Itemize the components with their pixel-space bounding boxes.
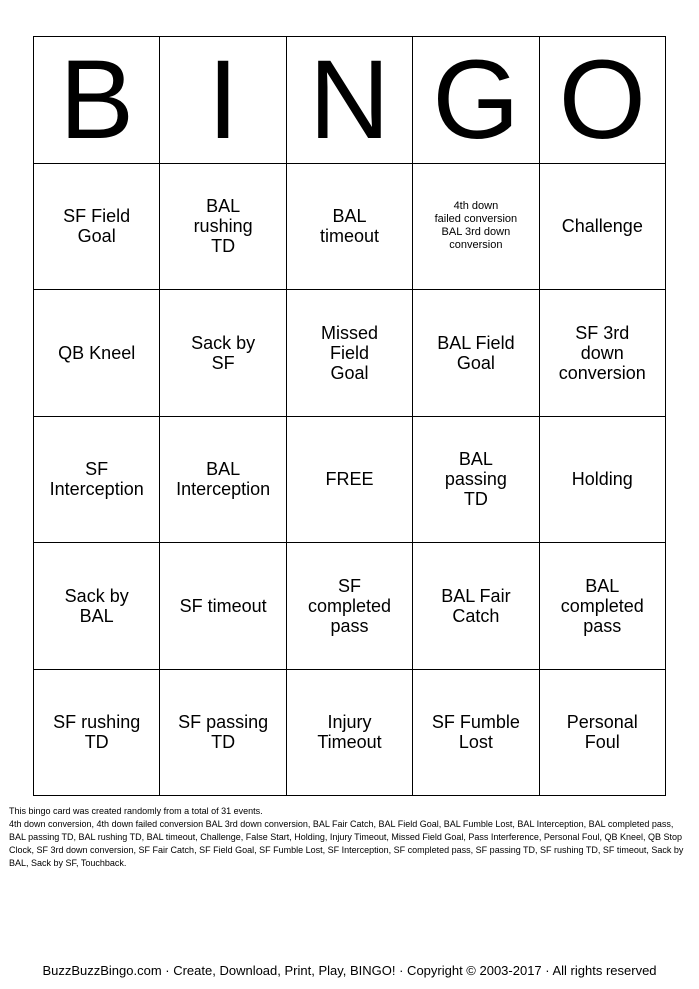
bingo-square [287, 543, 413, 670]
bingo-square [287, 290, 413, 417]
footer-copyright: BuzzBuzzBingo.com · Create, Download, Print, Play, BINGO! · Copyright © 2003-2017 · All rights reserved [42, 963, 657, 978]
header-letter: G [413, 37, 539, 164]
bingo-square [287, 670, 413, 797]
bingo-square [540, 290, 666, 417]
bingo-square-label: Personal Foul [566, 712, 638, 753]
bingo-square-label: Sack by BAL [64, 585, 129, 626]
bingo-square [413, 164, 539, 291]
bingo-square [540, 543, 666, 670]
bingo-square-label: QB Kneel [58, 342, 136, 363]
bingo-square-label: Holding [571, 469, 633, 490]
bingo-square-label: BAL Field Goal [437, 332, 515, 373]
bingo-square [413, 670, 539, 797]
bingo-square-label: 4th down failed conversion BAL 3rd down conversion [434, 200, 518, 252]
bingo-square [160, 543, 286, 670]
bingo-card [33, 36, 666, 796]
bingo-square-label: Challenge [561, 216, 643, 237]
bingo-square [413, 543, 539, 670]
bingo-square [34, 164, 160, 291]
bingo-square [160, 290, 286, 417]
header-letter: O [540, 37, 666, 164]
bingo-square [287, 164, 413, 291]
bingo-square-label: BAL Fair Catch [441, 585, 511, 626]
bingo-square-label: SF passing TD [178, 712, 269, 753]
bingo-square-label: SF timeout [179, 595, 267, 616]
bingo-square [540, 417, 666, 544]
bingo-square [160, 164, 286, 291]
bingo-square-label: SF Field Goal [63, 206, 131, 247]
card-description-events: 4th down conversion, 4th down failed conversion BAL 3rd down conversion, BAL Fair Catch, BAL Field Goal, BAL Fumble Lost, BAL Interception, BAL completed pass, BAL passing TD, BAL rushing TD, BAL timeout, Challenge, False Start, Holding, Injury Timeout, Missed Field Goal, Pass Interference, Personal Foul, QB Kneel, QB Stop Clock, SF 3rd down conversion, SF Fair Catch, SF Field Goal, SF Fumble Lost, SF Interception, SF completed pass, SF passing TD, SF rushing TD, SF timeout, Sack by BAL, Sack by SF, Touchback. [9, 819, 684, 868]
bingo-square [413, 290, 539, 417]
bingo-square-label: SF rushing TD [53, 712, 141, 753]
bingo-square-label: Missed Field Goal [320, 322, 378, 383]
bingo-square [160, 417, 286, 544]
bingo-square [540, 164, 666, 291]
bingo-square-label: BAL timeout [319, 206, 379, 247]
bingo-square [34, 543, 160, 670]
bingo-square [287, 417, 413, 544]
bingo-square [34, 290, 160, 417]
card-description [9, 805, 689, 870]
header-letter: N [287, 37, 413, 164]
bingo-square [413, 417, 539, 544]
bingo-square-label: BAL completed pass [560, 575, 644, 636]
bingo-square-label: BAL rushing TD [193, 196, 253, 257]
bingo-square-label: BAL Interception [176, 459, 271, 500]
bingo-square-label: BAL passing TD [444, 449, 507, 510]
bingo-square [160, 670, 286, 797]
bingo-square [34, 417, 160, 544]
bingo-square-label: SF completed pass [307, 575, 392, 636]
card-description-summary: This bingo card was created randomly from a total of 31 events. [9, 806, 263, 816]
bingo-square-label: Sack by SF [191, 332, 256, 373]
bingo-square-label: SF 3rd down conversion [558, 322, 646, 383]
header-letter: B [34, 37, 160, 164]
bingo-square-label: SF Interception [49, 459, 144, 500]
header-letter: I [160, 37, 286, 164]
bingo-square [34, 670, 160, 797]
bingo-square-label: Injury Timeout [317, 712, 382, 753]
bingo-square-label: FREE [325, 469, 374, 490]
bingo-square-label: SF Fumble Lost [431, 712, 520, 753]
bingo-square [540, 670, 666, 797]
